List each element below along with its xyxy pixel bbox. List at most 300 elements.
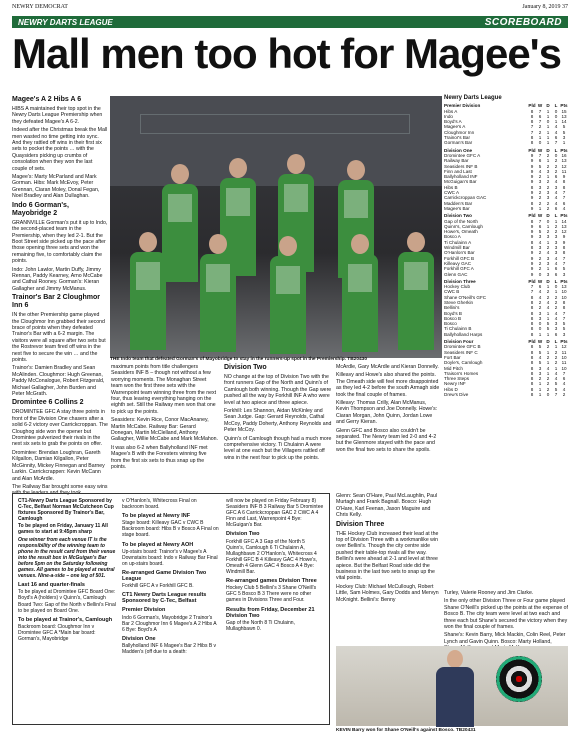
column-header: D — [546, 213, 550, 219]
team-name: Boyd's A — [444, 119, 462, 125]
stat-cell: 9 — [530, 158, 534, 164]
stat-cell: 8 — [530, 299, 534, 305]
stat-cell: 6 — [554, 271, 558, 277]
stat-cell: 4 — [538, 168, 542, 174]
stat-cell: 13 — [561, 223, 567, 229]
league-tables — [444, 96, 568, 586]
stat-cell: 2 — [538, 129, 542, 135]
stat-cell: 5 — [562, 321, 566, 327]
column-header: D — [546, 147, 550, 153]
stat-cell: 12 — [561, 344, 567, 350]
fixture-heading: Division One — [122, 635, 156, 642]
team-name: Steve Gherkin — [444, 299, 474, 305]
stat-cell: 8 — [562, 250, 566, 256]
stat-cell: 1 — [554, 289, 558, 295]
fixture-text: To be played at Dromintee GFC Board One: Boyd's A (holders) v Quinn's, Camlough Board Two: Gap of the North v Bellini's Final to be played on Board One. — [18, 589, 116, 614]
stat-cell: 4 — [546, 250, 550, 256]
stat-cell: 8 — [530, 245, 534, 251]
column-header: W — [537, 147, 543, 153]
stat-cell: 1 — [546, 174, 550, 180]
stat-cell: 8 — [530, 119, 534, 125]
stat-cell: 2 — [546, 386, 550, 392]
stat-cell: 4 — [538, 354, 542, 360]
stat-cell: 8 — [530, 360, 534, 366]
stat-cell: 8 — [530, 381, 534, 387]
column-header: Pts — [560, 278, 568, 284]
stat-cell: 8 — [530, 294, 534, 300]
team-name: Drew's Dive — [444, 392, 469, 398]
fixture-heading: To be played at Newry INF — [122, 513, 191, 520]
team-name: Magee's Bar — [444, 205, 470, 211]
player-photo — [336, 646, 568, 726]
stat-cell: 2 — [538, 299, 542, 305]
fixtures-subtitle: To be played on Friday, January 11 All games to start at 9:45pm sharp — [18, 523, 108, 536]
stat-cell: 4 — [554, 310, 558, 316]
team-photo — [110, 96, 442, 358]
stat-cell: 1 — [546, 370, 550, 376]
column-header: W — [537, 213, 543, 219]
stat-cell: 2 — [546, 344, 550, 350]
stat-cell: 1 — [546, 360, 550, 366]
stat-cell: 1 — [538, 392, 542, 398]
stat-cell: 4 — [538, 289, 542, 295]
stat-cell: 8 — [530, 365, 534, 371]
division-name: Division One — [444, 147, 473, 153]
player-figure — [398, 232, 434, 350]
stat-cell: 1 — [546, 310, 550, 316]
team-name: Shane O'Neill's GFC — [444, 294, 487, 300]
stat-cell: 9 — [562, 174, 566, 180]
team-name: Gap of the North — [444, 218, 478, 224]
story-paragraph: Hockey Club: Michael McCullough, Robert Little, Sam Holmes, Gary Dodds and Mervyn McKnight. Bellini's: Benny — [336, 583, 439, 603]
stat-cell: 4 — [546, 365, 550, 371]
stat-cell: 2 — [538, 260, 542, 266]
stat-cell: 8 — [562, 305, 566, 311]
stat-cell: 11 — [561, 168, 567, 174]
page-date: January 8, 2019 37 — [522, 4, 568, 10]
division-table — [444, 339, 568, 397]
stat-cell: 2 — [538, 190, 542, 196]
stat-cell: 3 — [538, 315, 542, 321]
fixtures-col-a — [18, 498, 116, 656]
stat-cell: 8 — [530, 354, 534, 360]
team-name: Madden's Bar — [444, 200, 473, 206]
stat-cell: 9 — [530, 234, 534, 240]
column-header: L — [554, 103, 558, 109]
column-header: Pts — [560, 213, 568, 219]
stat-cell: 7 — [538, 108, 542, 114]
stat-cell: 16 — [561, 152, 567, 158]
stat-cell: 4 — [554, 124, 558, 130]
division-name: Premier Division — [444, 103, 481, 109]
stat-cell: 2 — [538, 124, 542, 130]
story-paragraph: Indeed after the Christmas break the Mall men wasted no time getting into sync. And they rattled off wins in their first six sets to pocket the points … with the Quaysiders picking up crumbs of consolation when they won the last couple of sets. — [12, 127, 108, 172]
stat-cell: 9 — [530, 255, 534, 261]
stat-cell: 9 — [530, 229, 534, 235]
stat-cell: 2 — [546, 163, 550, 169]
stat-cell: 2 — [554, 360, 558, 366]
stat-cell: 7 — [562, 190, 566, 196]
stat-cell: 8 — [530, 349, 534, 355]
stat-cell: 5 — [562, 129, 566, 135]
stat-cell: 7 — [530, 289, 534, 295]
stat-cell: 3 — [546, 260, 550, 266]
stat-cell: 2 — [554, 223, 558, 229]
stat-cell: 3 — [538, 234, 542, 240]
team-name: Indo — [444, 113, 453, 119]
stat-cell: 4 — [554, 255, 558, 261]
fixture-heading: CT1 Newry Darts League results Sponsored by C-Tec, Belfast — [122, 592, 207, 605]
team-name: Ti Chulainn B — [444, 326, 472, 332]
stat-cell: 3 — [554, 326, 558, 332]
stat-cell: 1 — [546, 223, 550, 229]
stat-cell: 2 — [554, 229, 558, 235]
stat-cell: 3 — [554, 234, 558, 240]
stat-cell: 1 — [546, 266, 550, 272]
team-name: Quinn's, Camlough — [444, 223, 483, 229]
stat-cell: 2 — [538, 195, 542, 201]
stat-cell: 8 — [530, 370, 534, 376]
stat-cell: 1 — [538, 135, 542, 141]
stat-cell: 2 — [554, 163, 558, 169]
stat-cell: 1 — [546, 331, 550, 337]
stat-cell: 8 — [530, 239, 534, 245]
stat-cell: 7 — [562, 315, 566, 321]
stat-cell: 8 — [530, 321, 534, 327]
stat-cell: 9 — [530, 205, 534, 211]
team-name: Windmill Bar — [444, 245, 470, 251]
stat-cell: 6 — [538, 113, 542, 119]
fixture-heading: Re-arranged Game Division Two League — [122, 569, 207, 583]
player-figure — [130, 232, 166, 350]
fixture-heading: Premier Division — [122, 607, 166, 614]
team-name: Howe's, Omeath — [444, 229, 478, 235]
stat-cell: 9 — [530, 190, 534, 196]
stat-cell: 1 — [546, 315, 550, 321]
fixture-text: Forkhill GFC A 3 Gap of the North 5 Quinn's, Camlough 6 Ti Chulainn A, Mullaghbawn 2 O'Hanlon's, Whitecross 4 Forkhill GFC B 4 Killeavy GAC 4 Howe's, Omeath 4 Glenn GAC 4 Bosco A 4 Bye: Windmill Bar. — [226, 538, 317, 576]
stat-cell: 9 — [530, 195, 534, 201]
story-paragraph: Magee's: Marty McParland and Mark Gorman. Hibs: Mark McEvoy, Peter Grennan, Ciaran Moley, Donal Fegan, Noel Bradley and Alan Dullaghan. — [12, 174, 100, 200]
stat-cell: 0 — [538, 326, 542, 332]
column-header: Pld — [528, 339, 536, 345]
stat-cell: 7 — [538, 119, 542, 125]
stat-cell: 4 — [562, 205, 566, 211]
stat-cell: 2 — [538, 266, 542, 272]
stat-cell: 5 — [546, 326, 550, 332]
stat-cell: 6 — [538, 223, 542, 229]
column-header: W — [537, 339, 543, 345]
stat-cell: 4 — [562, 381, 566, 387]
story-paragraph: Turley, Valerie Rooney and Jim Clarke. — [444, 590, 534, 596]
stat-cell: 12 — [561, 163, 567, 169]
stat-cell: 0 — [554, 284, 558, 290]
stat-cell: 12 — [561, 229, 567, 235]
photo-backdrop — [110, 96, 442, 186]
stat-cell: 0 — [538, 271, 542, 277]
table-row — [444, 272, 568, 277]
team-name: Fort Bar — [444, 354, 461, 360]
stat-cell: 9 — [530, 250, 534, 256]
story-paragraph: Shane's: Kevin Barry, Mick Mackin, Colin Reel, Peter Lynch and Gavin Quinn. Bosco: Marty Holland, — [444, 632, 566, 645]
column-header: L — [554, 213, 558, 219]
team-name: Bosco A — [444, 234, 461, 240]
table-row — [444, 392, 568, 397]
fixture-heading: Re-arranged games Division Three — [226, 578, 317, 585]
stat-cell: 5 — [562, 266, 566, 272]
stat-cell: 3 — [538, 365, 542, 371]
stat-cell: 7 — [538, 152, 542, 158]
column-header: L — [554, 147, 558, 153]
stat-cell: 4 — [538, 239, 542, 245]
stat-cell: 1 — [538, 386, 542, 392]
team-name: Trainor's Bar — [444, 135, 470, 141]
story-heading: Magee's A 2 Hibs A 6 — [12, 96, 82, 103]
team-name: Gorman's Bar — [444, 140, 473, 146]
fixtures-title: CT1-Newry Darts League Sponsored by C-Tec, Belfast Norman McCutcheon Cup fixtures Sponsored By Trainor's Bar, Camlough — [18, 498, 114, 523]
story-column-1 — [12, 96, 108, 497]
stat-cell: 3 — [546, 195, 550, 201]
stat-cell: 1 — [554, 119, 558, 125]
team-name: Bosco — [444, 321, 457, 327]
stat-cell: 2 — [546, 184, 550, 190]
stat-cell: 2 — [554, 168, 558, 174]
page-header — [12, 4, 568, 14]
stat-cell: 10 — [561, 294, 567, 300]
stat-cell: 7 — [554, 140, 558, 146]
stat-cell: 2 — [546, 354, 550, 360]
table-row — [444, 140, 568, 145]
stat-cell: 1 — [546, 284, 550, 290]
stat-cell: 1 — [546, 158, 550, 164]
stat-cell: 8 — [530, 376, 534, 382]
team-name: Ballyholland INF — [444, 174, 478, 180]
stat-cell: 3 — [546, 190, 550, 196]
column-header: D — [546, 278, 550, 284]
column-header: Pts — [560, 339, 568, 345]
division-name: Division Two — [444, 213, 472, 219]
stat-cell: 3 — [546, 271, 550, 277]
team-name: Glenn GAC — [444, 271, 468, 277]
stat-cell: 1 — [546, 135, 550, 141]
stat-cell: 4 — [554, 179, 558, 185]
stat-cell: 2 — [546, 152, 550, 158]
stat-cell: 15 — [561, 108, 567, 114]
fixture-text: Gap of the North 8 Ti Chulainn, Mullaghbawn 0. — [226, 619, 295, 632]
stat-cell: 3 — [546, 255, 550, 261]
team-name: Newry INF — [444, 381, 466, 387]
stat-cell: 6 — [554, 205, 558, 211]
column-header: Pts — [560, 147, 568, 153]
stat-cell: 6 — [554, 135, 558, 141]
team-name: Seasiders INF B — [444, 163, 478, 169]
stat-cell: 6 — [562, 376, 566, 382]
stat-cell: 1 — [538, 331, 542, 337]
stat-cell: 6 — [538, 284, 542, 290]
stat-cell: 8 — [530, 218, 534, 224]
stat-cell: 4 — [562, 386, 566, 392]
column-header: W — [537, 103, 543, 109]
fixture-heading: To be played at Trainor's, Camlough — [18, 616, 113, 623]
stat-cell: 3 — [554, 245, 558, 251]
stat-cell: 14 — [561, 218, 567, 224]
column-header: W — [537, 278, 543, 284]
stat-cell: 2 — [538, 255, 542, 261]
team-name: Traison's Homes — [444, 370, 479, 376]
stat-cell: 5 — [538, 344, 542, 350]
team-name: Hibs D — [444, 386, 458, 392]
stat-cell: 3 — [554, 184, 558, 190]
stat-cell: 3 — [562, 331, 566, 337]
stat-cell: 1 — [538, 381, 542, 387]
stat-cell: 4 — [554, 129, 558, 135]
stat-cell: 2 — [554, 305, 558, 311]
stat-cell: 10 — [561, 365, 567, 371]
stat-cell: 9 — [530, 174, 534, 180]
stat-cell: 6 — [562, 200, 566, 206]
player-figure — [342, 234, 378, 352]
stat-cell: 10 — [561, 354, 567, 360]
stat-cell: 0 — [546, 218, 550, 224]
stat-cell: 3 — [554, 239, 558, 245]
player-figure — [436, 650, 474, 726]
stat-cell: 5 — [546, 321, 550, 327]
stat-cell: 7 — [530, 124, 534, 130]
stat-cell: 8 — [562, 184, 566, 190]
stat-cell: 3 — [562, 135, 566, 141]
stat-cell: 7 — [554, 392, 558, 398]
division-table — [444, 279, 568, 337]
stat-cell: 9 — [530, 223, 534, 229]
fixture-text: Indo 6 Gorman's, Mayobridge 2 Trainor's Bar 2 Cloughmor Inn 6 Magee's A 2 Hibs A 6 Bye: Boyd's A — [122, 614, 217, 633]
stat-cell: 9 — [530, 266, 534, 272]
stat-cell: 8 — [530, 386, 534, 392]
stat-cell: 2 — [546, 376, 550, 382]
stat-cell: 11 — [561, 349, 567, 355]
team-name: Doyle's, Camlough — [444, 360, 483, 366]
stat-cell: 7 — [562, 260, 566, 266]
story-paragraph: Glenn GFC and Bosco also couldn't be separated. The Newry team led 2-0 and 4-2 but the Glenmore stayed with the pace and won the final two sets to share the spoils. — [336, 427, 437, 453]
team-name: Magee's A — [444, 124, 466, 130]
stat-cell: 8 — [530, 344, 534, 350]
stat-cell: 8 — [530, 326, 534, 332]
fixture-text: Forkhill GFC A v Forkhill GFC B. — [122, 583, 194, 590]
stat-cell: 5 — [562, 124, 566, 130]
story-paragraph: IN the other Premiership game played the Cloughmor Inn grabbed their second brace of points when they defeated Trainor's Bar with a 6-2 margin. The visitors were all square after two sets but the Rostrevor team fired off wins in the next five to secure the win … and the points. — [12, 312, 106, 363]
stat-cell: 2 — [546, 289, 550, 295]
stat-cell: 4 — [554, 376, 558, 382]
dartboard — [496, 656, 542, 702]
stat-cell: 1 — [546, 140, 550, 146]
story-paragraph: Indo: John Lawlor, Martin Duffy, Jimmy Rennan, Paddy Kearney, Arno McCabe and Cathal Rooney. Gorman's: Kieran Gallagher and Jimmy McManus. — [12, 266, 103, 292]
fixture-text: Hockey Club 5 Bellini's 3 Shane O'Neill's GFC 5 Bosco B 3 There were no other games in Divisions Three and Four. — [226, 585, 317, 604]
story-paragraph: Killeavy and Howe's also shared the points. The Omeath side will feel more disappointed as they led 4-2 before the south Armagh side took the final couple of frames. — [336, 372, 440, 398]
stat-cell: 13 — [561, 284, 567, 290]
team-name: Boyd's B — [444, 310, 462, 316]
team-name: CWC B — [444, 289, 460, 295]
team-name: CWC A — [444, 190, 460, 196]
story-paragraph: maximum points from title challengers Seasiders INF B – though not without a few worrying moments. The Monaghan Street team won the first three sets with the Warrenpoint team winning three from the next four, thus leaving everything hanging on the eighth set. Still the Railway men won that one to pick up the points. — [111, 364, 217, 415]
stat-cell: 2 — [554, 158, 558, 164]
stat-cell: 8 — [530, 140, 534, 146]
division-table — [444, 213, 568, 277]
paper-name: NEWRY DEMOCRAT — [12, 4, 68, 10]
section-title: NEWRY DARTS LEAGUE — [18, 17, 113, 27]
story-heading: Indo 6 Gorman's, Mayobridge 2 — [12, 201, 69, 217]
column-header: L — [554, 339, 558, 345]
stat-cell: 4 — [554, 315, 558, 321]
team-name: Dromintee GFC B — [444, 344, 481, 350]
stat-cell: 4 — [546, 305, 550, 311]
stat-cell: 1 — [554, 218, 558, 224]
stat-cell: 4 — [554, 200, 558, 206]
story-column-2 — [111, 364, 218, 484]
player-photo-caption: KEVIN Barry won for Shane O'Neill's against Bosco. TB20431 — [336, 728, 476, 733]
fixture-heading: To be played at Newry AOH — [122, 541, 194, 548]
stat-cell: 5 — [538, 360, 542, 366]
section-band — [12, 16, 568, 28]
stat-cell: 8 — [530, 310, 534, 316]
stat-cell: 8 — [530, 113, 534, 119]
fixtures-box — [12, 493, 330, 725]
team-name: Ti Chulainn A — [444, 239, 472, 245]
stat-cell: 5 — [554, 381, 558, 387]
column-header: Pld — [528, 147, 536, 153]
stat-cell: 2 — [546, 294, 550, 300]
stat-cell: 1 — [554, 365, 558, 371]
story-paragraph: The Railway Bar brought some easy wins with the leaders and they took — [12, 483, 108, 497]
team-name: Forkhill GFC B — [444, 255, 475, 261]
column-header: Pts — [560, 103, 568, 109]
stat-cell: 3 — [538, 370, 542, 376]
stat-cell: 8 — [530, 108, 534, 114]
stat-cell: 8 — [530, 392, 534, 398]
story-column-3 — [224, 364, 332, 484]
stat-cell: 9 — [562, 239, 566, 245]
story-column-5 — [336, 493, 440, 641]
story-paragraph: NO change at the top of Division Two with the front runners Gap of the North and Quinn's of Camlough both winning. Though the Gap were pushed all the way by Forkhill INF A who were level at two apiece and three apiece. — [224, 374, 332, 406]
stat-cell: 8 — [530, 315, 534, 321]
photo-caption: THE Indo team that defeated Gorman's of Mayobridge to stay in the runners-up spot in the Premiership. TB20430 — [110, 357, 368, 362]
team-name: Finn and Last — [444, 168, 472, 174]
stat-cell: 9 — [530, 152, 534, 158]
fixture-text: Backroom board: Cloughmor Inn v Dromintee GFC A *Main bar board: Gorman's, Mayobridge — [18, 623, 96, 642]
stat-cell: 0 — [538, 321, 542, 327]
stat-cell: 0 — [538, 140, 542, 146]
fixture-text: v O'Hanlon's, Whitecross Final on backroom board. — [122, 498, 197, 511]
team-name: Killeavy GAC — [444, 260, 472, 266]
team-name: Cloughmor Inn — [444, 129, 475, 135]
story-paragraph: GRANNVILLE Gorman's put it up to Indo, the second-placed team in the Premiership, when they led 2-1. But the Boot Street side picked up the pace after those opening three sets and won the remaining five, to comfortably claim the points. — [12, 219, 108, 265]
team-name: Three Steps — [444, 376, 470, 382]
column-header: Pld — [528, 278, 536, 284]
team-name: Dromintee GFC A — [444, 152, 481, 158]
stat-cell: 2 — [554, 349, 558, 355]
player-figure — [270, 236, 306, 354]
division-name: Division Four — [444, 339, 474, 345]
stat-cell: 0 — [554, 113, 558, 119]
stat-cell: 4 — [538, 294, 542, 300]
stat-cell: 7 — [562, 370, 566, 376]
team-name: Bellini's — [444, 305, 460, 311]
story-paragraph: THE Hockey Club increased their lead at the top of Division Three with a workmanlike win over Bellini's. Though the city centre side pushed their table-top rivals all the way. Bellini's were ahead at 2-1 and level at three apiece. But the Belfast Road side did the business in the last two sets to snap up the vital points. — [336, 530, 439, 582]
stat-cell: 3 — [546, 234, 550, 240]
scoreboard-label: SCOREBOARD — [484, 16, 562, 28]
fixture-text: Stage board: Killeavy GAC v CWC B Backroom board: Hibs B v Bosco A Final on stage board. — [122, 520, 219, 539]
stat-cell: 9 — [530, 168, 534, 174]
stat-cell: 1 — [546, 349, 550, 355]
team-name: Hockey Club — [444, 284, 471, 290]
stat-cell: 7 — [530, 129, 534, 135]
